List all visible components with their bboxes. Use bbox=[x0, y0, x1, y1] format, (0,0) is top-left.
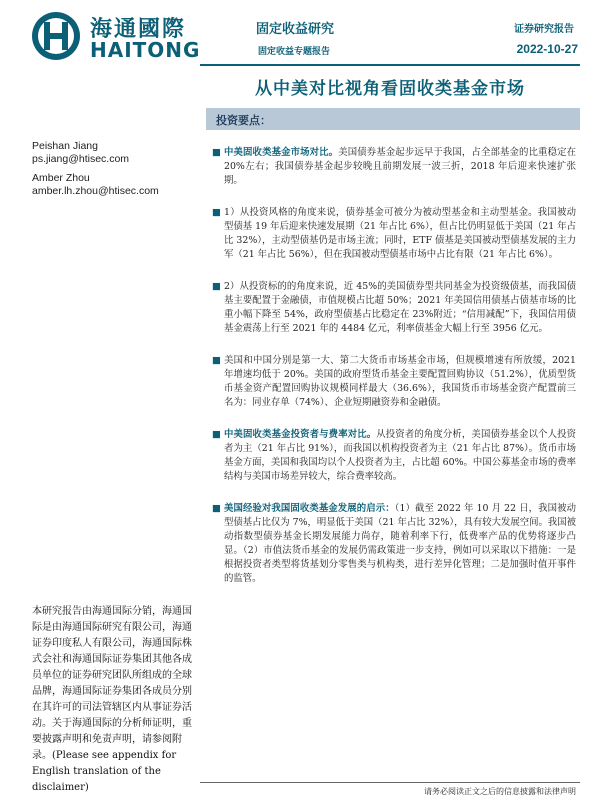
footer-notice: 请务必阅读正文之后的信息披露和法律声明 bbox=[424, 787, 576, 796]
distribution-disclaimer: 本研究报告由海通国际分销，海通国际是由海通国际研究有限公司，海通证券印度私人有限公司，海通国际株式会社和海通国际证券集团其他各成员单位的证券研究团队所组成的全球品牌，海通国际证券集团各成员分别在其许可的司法管辖区内从事证券活动。关于海通国际的分析师证明，重要披露声明和免责声明，请参阅附录。(Please see appendix for English translation of the disclaimer) bbox=[32, 606, 192, 793]
bullet-icon: ■ bbox=[212, 429, 221, 440]
key-point-text: 从投资者的角度分析，美国债券基金以个人投资者为主（21 年占比 91%），而我国以机构投资者为主（21 年占比 87%）。货币市场基金方面，美国和我国均以个人投资者为主，占比超 60%。中国公募基金市场的费率结构与美国市场差异较大，综合费率较高。 bbox=[224, 429, 576, 482]
key-point bbox=[212, 146, 576, 188]
key-point bbox=[212, 280, 576, 336]
bullet-icon: ■ bbox=[212, 355, 221, 366]
author-name: Peishan Jiang bbox=[32, 140, 98, 152]
logo-chinese: 海通國際 bbox=[90, 17, 187, 42]
key-point-heading: 中美固收类基金投资者与费率对比。 bbox=[224, 429, 377, 440]
report-header bbox=[0, 0, 600, 72]
author-name: Amber Zhou bbox=[32, 172, 90, 184]
key-point-heading: 美国经验对我国固收类基金发展的启示： bbox=[224, 503, 395, 514]
key-points-title: 投资要点： bbox=[216, 114, 271, 127]
author-2 bbox=[32, 172, 159, 198]
bullet-icon: ■ bbox=[212, 207, 221, 218]
report-title: 从中美对比视角看固收类基金市场 bbox=[255, 79, 525, 99]
key-point-text: 2）从投资标的的角度来说，近 45%的美国债券型共同基金为投资级债基，而我国债基主要配置于金融债，市值规模占比超 50%；2021 年美国信用债基占债基市场的比重小幅下降至 54%，政府型债基占比稳定在 23%附近；“信用减配”下，我国信用债基金震荡上行至 2021 年的 4484 亿元，利率债基金大幅上行至 3956 亿元。 bbox=[224, 281, 576, 334]
key-point bbox=[212, 428, 576, 484]
key-point bbox=[212, 206, 576, 262]
report-date: 2022-10-27 bbox=[516, 42, 578, 56]
key-point-text: 1）从投资风格的角度来说，债券基金可被分为被动型基金和主动型基金。我国被动型债基 19 年后迎来快速发展期（21 年占比 6%），但占比仍明显低于美国（21 年占比 32%），主动型债基仍是市场主流；同时，ETF 债基是美国被动型债基发展的主力军（21 年占比 56%），但在我国被动型债基市场中占比有限（21 年占比 6%）。 bbox=[224, 207, 576, 260]
report-type: 证券研究报告 bbox=[514, 24, 574, 35]
report-subcategory: 固定收益专题报告 bbox=[258, 47, 331, 57]
key-point-text: 美国和中国分别是第一大、第二大货币市场基金市场，但规模增速有所放缓，2021 年增速均低于 20%。美国的政府型货币基金主要配置回购协议（51.2%），优质型货币基金资产配置回购协议规模同样最大（36.6%），我国货币市场基金资产配置前三名为：同业存单（74%）、企业短期融资券和金融债。 bbox=[224, 355, 576, 408]
author-email[interactable]: amber.lh.zhou@htisec.com bbox=[32, 185, 159, 197]
bullet-icon: ■ bbox=[212, 503, 221, 514]
bullet-icon: ■ bbox=[212, 147, 221, 158]
haitong-logo-icon bbox=[30, 10, 82, 62]
key-point bbox=[212, 354, 576, 410]
header-divider bbox=[200, 64, 580, 66]
bullet-icon: ■ bbox=[212, 281, 221, 292]
footer-divider bbox=[200, 782, 580, 783]
report-category: 固定收益研究 bbox=[256, 22, 335, 37]
key-points-list bbox=[212, 146, 576, 604]
author-1 bbox=[32, 140, 129, 166]
logo-english: HAITONG bbox=[90, 38, 201, 62]
key-point-text: （1）截至 2022 年 10 月 22 日，我国被动型债基占比仅为 7%，明显低于美国（21 年占比 32%），具有较大发展空间。我国被动指数型债券基金长期发展能力尚存，随着利率下行，低费率产品的优势将逐步凸显。（2）市值法货币基金的发展仍需政策进一步支持，例如可以采取以下措施：一是根据投资者类型将货基划分零售类与机构类，进行差异化管理；二是加强时值开事件的监管。 bbox=[224, 503, 576, 584]
key-point bbox=[212, 502, 576, 586]
key-point-text: 美国债券基金起步远早于我国，占全部基金的比重稳定在 20%左右；我国债券基金起步较晚且前期发展一波三折，2018 年后迎来快速扩张期。 bbox=[224, 147, 576, 186]
key-points-header bbox=[206, 108, 580, 130]
author-email[interactable]: ps.jiang@htisec.com bbox=[32, 153, 130, 165]
key-point-heading: 中美固收类基金市场对比。 bbox=[224, 147, 339, 158]
